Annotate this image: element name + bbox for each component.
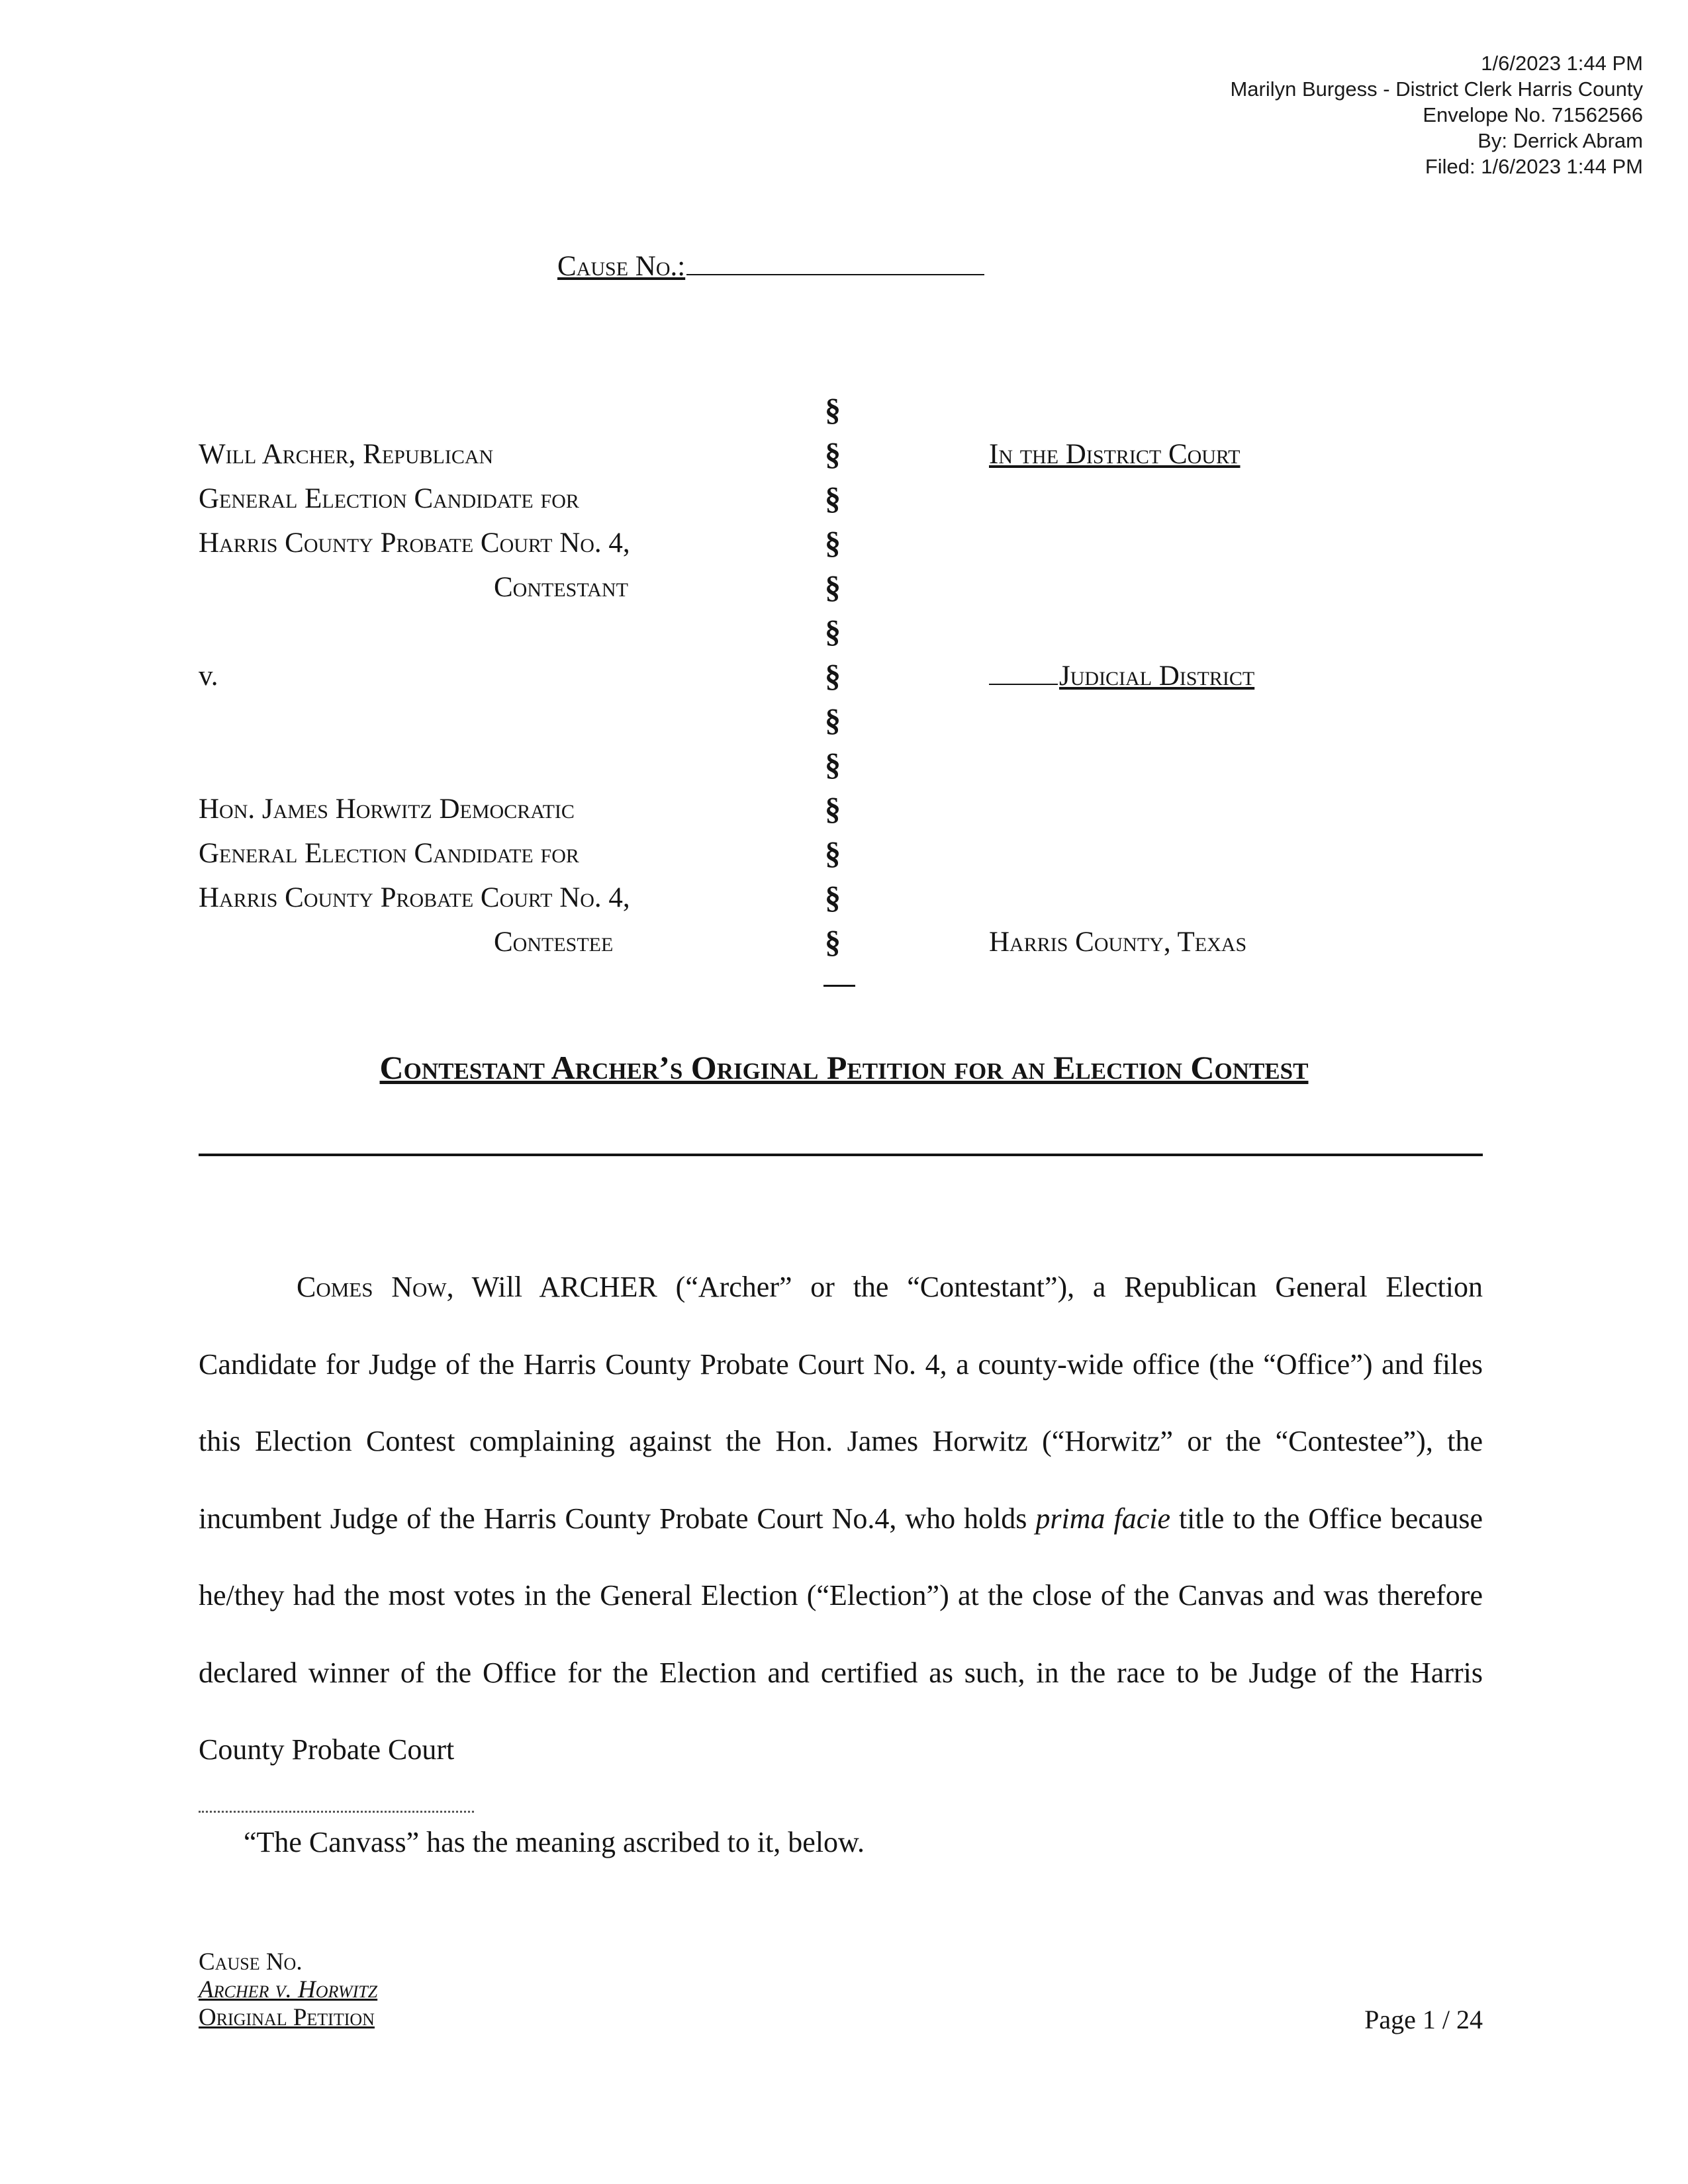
body-text-1: , Will ARCHER (“Archer” or the “Contestant”), a Republican General Election Candidate for Judge of the Harris County Probate Court No. 4, a county-wide office (the “Office”) and files this Election Contest complaining against the Hon. James Horwitz (“Horwitz” or the “Contestee”), the incumbent Judge of the Harris County Probate Court No.4, who holds [199, 1271, 1483, 1535]
contestant-line-3: Harris County Probate Court No. 4, [199, 527, 630, 559]
page-number: Page 1 / 24 [1364, 2005, 1483, 2034]
contestant-line-1: Will Archer, Republican [199, 439, 494, 470]
body-text-2: title to the Office because he/they had the most votes in the General Election (“Election”) at the close of the Canvas and was therefore declared winner of the Office for the Election and certified as such, in the race to be Judge of the Harris County Probate Court [199, 1502, 1483, 1766]
footer-cause: Cause No. [199, 1948, 303, 1976]
section-symbol: § [825, 703, 841, 738]
section-symbol: § [825, 747, 841, 782]
contestant-role: Contestant [494, 572, 628, 603]
section-symbol: § [825, 437, 841, 472]
stamp-clerk: Marilyn Burgess - District Clerk Harris County [1230, 77, 1643, 101]
filing-stamp [1230, 50, 1643, 179]
footnote: “The Canvass” has the meaning ascribed to it, below. [244, 1826, 865, 1858]
contestee-line-2: General Election Candidate for [199, 838, 579, 869]
document-title: Contestant Archer’s Original Petition for an Election Contest [379, 1049, 1309, 1086]
county-name: Harris County, Texas [989, 927, 1247, 958]
stamp-filed: Filed: 1/6/2023 1:44 PM [1425, 155, 1643, 178]
section-symbol: § [825, 925, 841, 960]
body-paragraph [199, 1249, 1483, 1789]
cause-number-label: Cause No.: [557, 251, 686, 282]
cause-number-heading [557, 250, 984, 283]
stamp-by: By: Derrick Abram [1477, 129, 1643, 152]
section-symbol: § [825, 570, 841, 605]
footer-document-name: Original Petition [199, 2004, 375, 2031]
stamp-datetime: 1/6/2023 1:44 PM [1481, 52, 1643, 75]
section-symbol: § [825, 659, 841, 694]
section-symbol: § [825, 836, 841, 871]
contestee-role: Contestee [494, 927, 614, 958]
section-symbol: § [825, 525, 841, 561]
caption-end-dash [823, 985, 855, 987]
section-symbol: § [825, 481, 841, 516]
section-symbol: § [825, 880, 841, 915]
title-rule [199, 1154, 1483, 1156]
cause-number-blank [686, 274, 984, 275]
section-symbol: § [825, 392, 841, 428]
contestee-line-1: Hon. James Horwitz Democratic [199, 794, 575, 825]
judicial-district [989, 654, 1254, 698]
footer-case-name: Archer v. Horwitz [199, 1976, 378, 2003]
section-symbol: § [825, 614, 841, 649]
versus: v. [199, 660, 218, 692]
judicial-district-label: Judicial District [1059, 660, 1255, 692]
court-name: In the District Court [989, 439, 1241, 470]
contestant-line-2: General Election Candidate for [199, 483, 579, 514]
italic-phrase: prima facie [1035, 1502, 1170, 1535]
lead-in: Comes Now [297, 1271, 447, 1303]
page-footer [199, 1948, 377, 2032]
footnote-separator [199, 1811, 474, 1813]
section-symbol: § [825, 792, 841, 827]
stamp-envelope: Envelope No. 71562566 [1423, 103, 1643, 126]
district-number-blank [989, 682, 1058, 685]
contestee-line-3: Harris County Probate Court No. 4, [199, 882, 630, 913]
